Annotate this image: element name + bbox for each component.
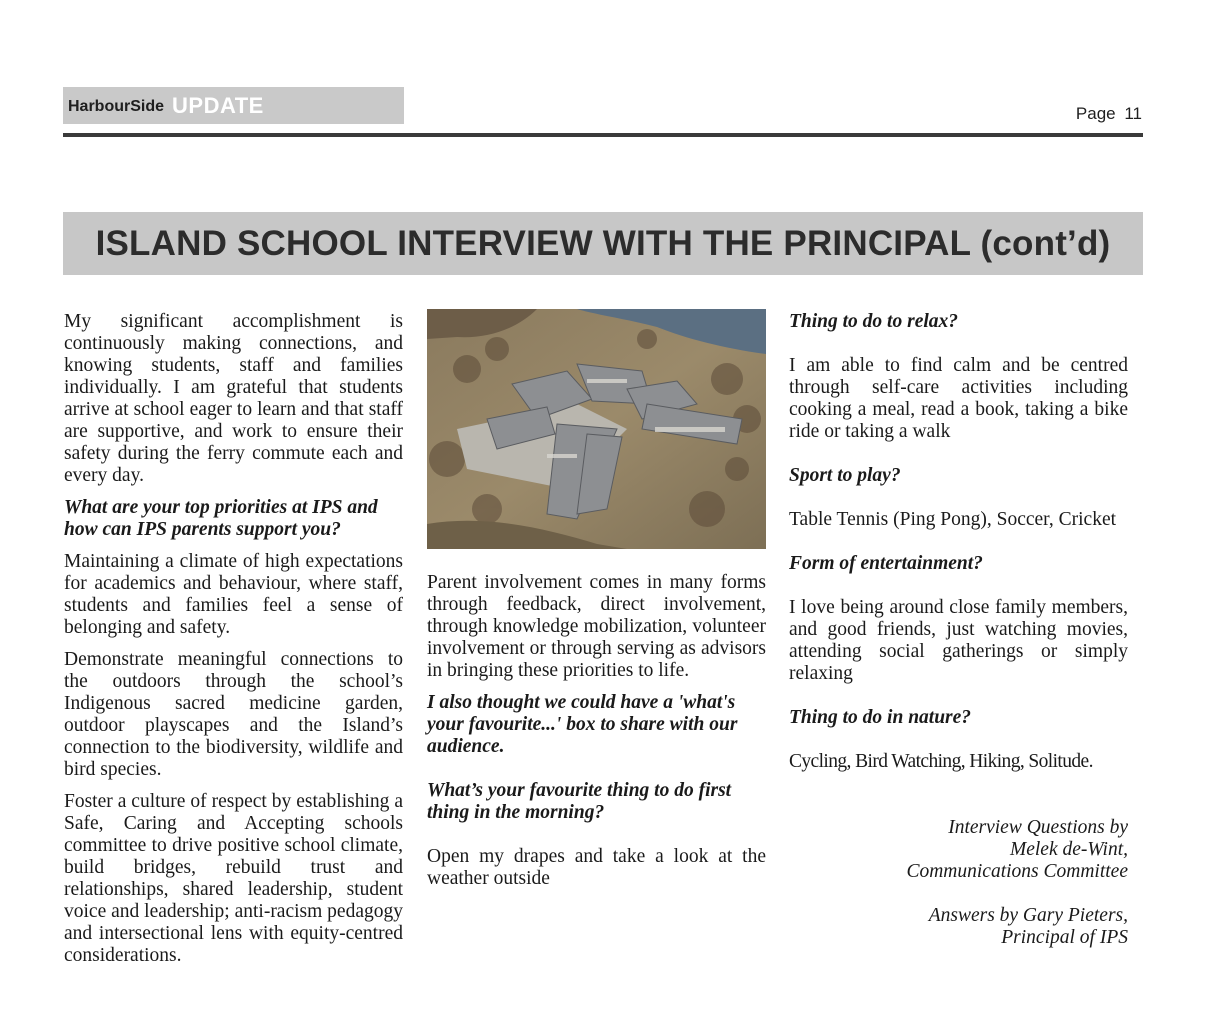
article-title: ISLAND SCHOOL INTERVIEW WITH THE PRINCIPAL (cont’d) <box>95 223 1111 263</box>
question: Form of entertainment? <box>789 553 983 574</box>
interview-credit <box>789 817 1128 883</box>
column-2 <box>427 311 766 890</box>
paragraph: Parent involvement comes in many forms through feedback, direct involvement, through knowledge mobilization, volunteer involvement or through serving as advisors in bringing these priorities to life. <box>427 572 766 681</box>
question: I also thought we could have a 'what's your favourite...' box to share with our audience. <box>427 692 738 757</box>
answer: Open my drapes and take a look at the weather outside <box>427 846 766 889</box>
school-aerial-photo <box>427 309 766 549</box>
title-banner <box>63 212 1143 275</box>
answer: Cycling, Bird Watching, Hiking, Solitude. <box>789 751 1093 772</box>
question: What’s your favourite thing to do first thing in the morning? <box>427 780 732 823</box>
credit-line: Interview Questions by <box>948 817 1128 838</box>
page-number: Page 11 <box>1075 104 1142 123</box>
paragraph: My significant accomplishment is continuously making connections, and knowing students, staff and families individually. I am grateful that students arrive at school eager to learn and that staff are supportive, and work to ensure their safety during the ferry commute each and every day. <box>64 311 403 486</box>
question: Thing to do to relax? <box>789 311 959 332</box>
paragraph: Foster a culture of respect by establishing a Safe, Caring and Accepting schools committee to drive positive school climate, build bridges, rebuild trust and relationships, shared leadership, student voice and leadership; anti-racism pedagogy and intersectional lens with equity-centred considerations. <box>64 791 403 966</box>
answer: I am able to find calm and be centred through self-care activities including cooking a meal, read a book, taking a bike ride or taking a walk <box>789 355 1128 442</box>
question: What are your top priorities at IPS and how can IPS parents support you? <box>64 497 378 540</box>
question: Sport to play? <box>789 465 901 486</box>
credit-line: Melek de-Wint, <box>1009 839 1128 860</box>
brand-name: HarbourSide <box>68 98 165 115</box>
credit-line: Communications Committee <box>906 861 1128 882</box>
header-divider <box>63 133 1143 137</box>
credit-line: Answers by Gary Pieters, <box>928 905 1128 926</box>
masthead <box>63 87 404 124</box>
column-1 <box>64 311 403 967</box>
question: Thing to do in nature? <box>789 707 972 728</box>
credit-line: Principal of IPS <box>1001 927 1128 948</box>
paragraph: Demonstrate meaningful connections to the outdoors through the school’s Indigenous sacred medicine garden, outdoor playscapes and the Island’s connection to the biodiversity, wildlife and bird species. <box>64 649 403 780</box>
edition-label: UPDATE <box>172 92 264 118</box>
answer: Table Tennis (Ping Pong), Soccer, Cricket <box>789 509 1117 530</box>
column-3 <box>789 311 1128 949</box>
paragraph: Maintaining a climate of high expectations for academics and behaviour, where staff, students and families feel a sense of belonging and safety. <box>64 551 403 638</box>
answer: I love being around close family members, and good friends, just watching movies, attending social gatherings or simply relaxing <box>789 597 1128 684</box>
answers-credit <box>789 905 1128 949</box>
